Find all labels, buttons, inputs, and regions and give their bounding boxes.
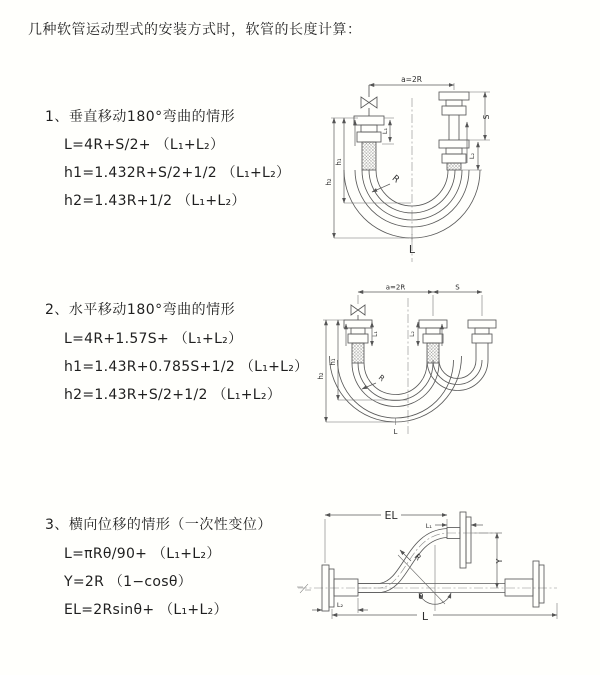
section-2-formula-h1: h1=1.43R+0.785S+1/2 （L₁+L₂） [64, 359, 309, 375]
diagram-horizontal-180-bend [310, 282, 595, 452]
dim-label-el: EL [384, 509, 398, 522]
dim-label-l: L [393, 428, 398, 436]
dim-label-h2: h₂ [317, 372, 325, 380]
dim-l2 [312, 598, 368, 613]
u-bend-hose-position-2 [427, 360, 488, 391]
section-3-formula-Y: Y=2R （1−cosθ） [64, 574, 193, 590]
dim-label-s: S [455, 283, 460, 292]
dim-label-theta: θ [418, 592, 424, 601]
dim-label-r: R [412, 552, 423, 563]
dim-a2r [358, 284, 482, 317]
braided-hose-section [352, 343, 364, 363]
dim-label-h1: h₁ [329, 358, 337, 366]
dim-label-l2: L₂ [409, 331, 416, 337]
section-3-formula-L: L=πRθ/90+ （L₁+L₂） [64, 546, 221, 562]
u-bend-hose-position-1 [330, 356, 462, 422]
s-curve-hose [358, 529, 502, 593]
dim-label-a2r: a=2R [401, 75, 422, 84]
braided-hose-section [447, 163, 461, 170]
braided-hose-section [362, 142, 376, 170]
dim-el [325, 509, 447, 563]
dim-label-l1: L₁ [425, 522, 432, 530]
dim-label-h1: h₁ [335, 158, 343, 166]
dim-label-l2: L₂ [468, 152, 476, 160]
dim-s [433, 284, 482, 293]
section-1-formula-L: L=4R+S/2+ （L₁+L₂） [64, 137, 225, 153]
dim-label-l1: L₁ [372, 331, 379, 337]
dim-label-l1: L₁ [381, 127, 389, 135]
dim-label-s: S [482, 114, 491, 120]
dim-l1 [381, 118, 394, 144]
right-pipe-fitting [439, 92, 469, 170]
centerline-break-mark [297, 584, 311, 593]
dim-l [332, 603, 557, 623]
section-2-heading: 2、水平移动180°弯曲的情形 [45, 302, 236, 318]
section-1-heading: 1、垂直移动180°弯曲的情形 [45, 109, 236, 125]
dim-label-a2r: a=2R [385, 283, 406, 292]
diagram-vertical-180-bend [312, 70, 592, 270]
right-flange [505, 561, 544, 607]
dim-l [409, 234, 416, 256]
middle-pipe-fitting [419, 320, 447, 363]
section-3-heading: 3、横向位移的情形（一次性变位） [45, 517, 272, 533]
dim-h2 [317, 320, 394, 422]
dim-l2 [462, 142, 482, 170]
dim-s [469, 92, 491, 140]
section-1-formula-h1: h1=1.432R+S/2+1/2 （L₁+L₂） [64, 165, 291, 181]
dim-l1 [426, 522, 483, 530]
dim-a2r [369, 75, 454, 90]
dim-label-l2: L₂ [336, 601, 344, 609]
left-pipe-fitting [354, 116, 384, 170]
valve-icon [351, 305, 365, 320]
dim-label-h2: h₂ [325, 178, 333, 186]
dim-label-r: R [389, 173, 401, 186]
dim-label-y: Y [495, 558, 504, 564]
right-pipe-fitting [468, 320, 496, 360]
section-3-formula-EL: EL=2Rsinθ+ （L₁+L₂） [64, 602, 228, 618]
left-pipe-fitting [344, 320, 372, 363]
dim-l [394, 418, 398, 436]
diagram-lateral-displacement [295, 503, 600, 650]
dim-label-l: L [421, 610, 429, 623]
dim-l2 [409, 322, 418, 346]
section-1-formula-h2: h2=1.43R+1/2 （L₁+L₂） [64, 193, 246, 209]
page-title: 几种软管运动型式的安装方式时，软管的长度计算： [28, 22, 362, 38]
dim-l1 [372, 322, 379, 346]
section-2-formula-L: L=4R+1.57S+ （L₁+L₂） [64, 331, 243, 347]
upper-flange [447, 512, 471, 568]
valve-icon [361, 85, 377, 116]
dim-label-r: R [376, 372, 387, 384]
dim-y [472, 533, 504, 588]
dim-label-l: L [408, 243, 416, 256]
section-2-formula-h2: h2=1.43R+S/2+1/2 （L₁+L₂） [64, 387, 282, 403]
